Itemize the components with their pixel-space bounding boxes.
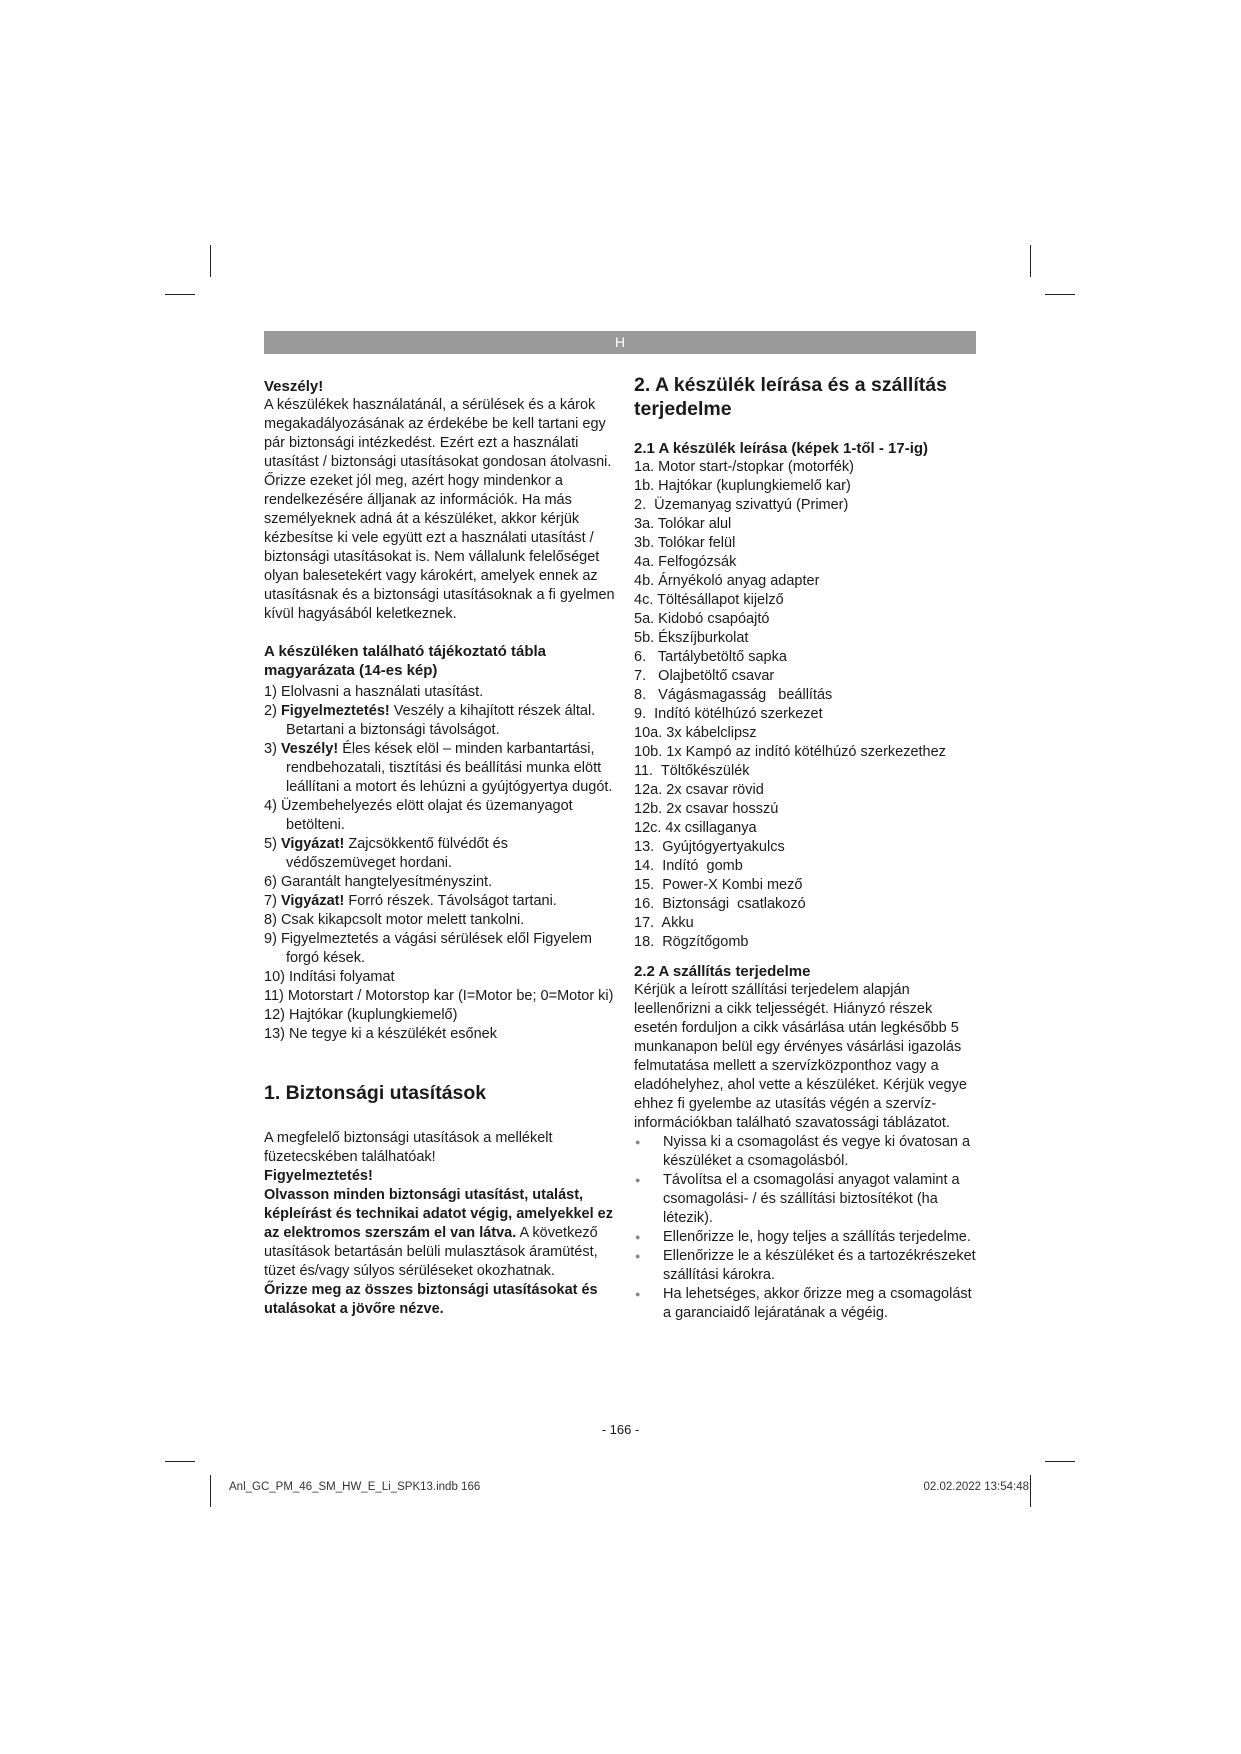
part-item: 11. Töltőkészülék	[634, 763, 750, 779]
sign-item-number: 11)	[264, 988, 284, 1004]
crop-mark	[210, 1475, 211, 1507]
sign-item	[264, 892, 616, 911]
sign-item	[264, 968, 616, 987]
sign-item-number: 10)	[264, 969, 285, 985]
sign-item	[264, 797, 616, 835]
section1-heading: 1. Biztonsági utasítások	[264, 1082, 487, 1104]
part-item: 14. Indító gomb	[634, 858, 743, 874]
delivery-checklist	[634, 1133, 979, 1323]
part-item: 12a. 2x csavar rövid	[634, 782, 764, 798]
section2-heading: 2. A készülék leírása és a szállítás terjedelme	[634, 374, 947, 420]
part-item: 4c. Töltésállapot kijelző	[634, 592, 784, 608]
sign-item-text: Hajtókar (kuplungkiemelő)	[289, 1007, 458, 1023]
sign-item-emphasis: Veszély!	[280, 741, 339, 757]
sign-item-emphasis: Vigyázat!	[280, 893, 345, 909]
sign-item-number: 3)	[264, 741, 277, 757]
warning-label: Figyelmeztetés!	[264, 1168, 373, 1184]
sign-item	[264, 987, 616, 1006]
danger-heading: Veszély!	[264, 378, 324, 395]
sign-item-text: Veszély a kihajított részek által. Betartani a biztonsági távolságot.	[286, 703, 596, 738]
sign-item-emphasis: Figyelmeztetés!	[280, 703, 390, 719]
sign-item-number: 1)	[264, 684, 277, 700]
part-item: 6. Tartálybetöltő sapka	[634, 649, 787, 665]
keep-instructions: Őrizze meg az összes biztonsági utasításokat és utalásokat a jövőre nézve.	[264, 1282, 598, 1317]
sign-item-number: 12)	[264, 1007, 285, 1023]
sign-item-text: Garantált hangtelyesítményszint.	[280, 874, 493, 890]
crop-mark	[1045, 1461, 1075, 1462]
checklist-item: ● Ellenőrizze le, hogy teljes a szállítás terjedelme.	[634, 1228, 979, 1247]
part-item: 17. Akku	[634, 915, 694, 931]
part-item: 10a. 3x kábelclipsz	[634, 725, 757, 741]
part-item: 4a. Felfogózsák	[634, 554, 737, 570]
sign-heading: A készüléken található tájékoztató tábla magyarázata (14-es kép)	[264, 643, 547, 679]
part-item: 8. Vágásmagasság beállítás	[634, 687, 833, 703]
sign-list	[264, 683, 616, 1044]
crop-mark	[1030, 1475, 1031, 1507]
part-item: 16. Biztonsági csatlakozó	[634, 896, 806, 912]
section1-intro: A megfelelő biztonsági utasítások a mellékelt füzetecskében találhatóak!	[264, 1130, 553, 1165]
part-item: 5b. Ékszíjburkolat	[634, 630, 749, 646]
part-item: 12c. 4x csillaganya	[634, 820, 757, 836]
sign-item	[264, 740, 616, 797]
sign-item	[264, 930, 616, 968]
section22-heading: 2.2 A szállítás terjedelme	[634, 963, 811, 980]
warning-bold-text: Olvasson minden biztonsági utasítást, utalást, képleírást és technikai adatot végig, amelyekkel ez az elektromos szerszám el van látva.	[264, 1187, 613, 1241]
sign-item-number: 6)	[264, 874, 277, 890]
part-item: 1a. Motor start-/stopkar (motorfék)	[634, 459, 854, 475]
sign-item	[264, 1025, 616, 1044]
sign-item-number: 2)	[264, 703, 277, 719]
part-item: 10b. 1x Kampó az indító kötélhúzó szerkezethez	[634, 744, 946, 760]
sign-item-number: 5)	[264, 836, 277, 852]
part-item: 5a. Kidobó csapóajtó	[634, 611, 770, 627]
sign-item-emphasis: Vigyázat!	[280, 836, 345, 852]
delivery-paragraph: Kérjük a leírott szállítási terjedelem alapján leellenőrizni a cikk teljességét. Hiányzó részek esetén forduljon a cikk vásárlása után legkésőbb 5 munkanapon belül egy érvényes vásárlási igazolás felmutatása mellett a szervízközponthoz vagy a eladóhelyhez, ahol vette a készüléket. Kérjük vegye ehhez fi gyelembe az utasítás végén a szervíz-információkban található szavatossági táblázatot.	[634, 982, 967, 1131]
footer-date-info: 02.02.2022 13:54:48	[923, 1481, 1029, 1493]
warning-paragraph	[264, 1186, 616, 1281]
sign-item-number: 7)	[264, 893, 277, 909]
crop-mark	[165, 1461, 195, 1462]
sign-item	[264, 1006, 616, 1025]
sign-item	[264, 835, 616, 873]
warning-text: A következő utasítások betartásán belüli mulasztások áramütést, tüzet és/vagy súlyos sérüléseket okozhatnak.	[264, 1225, 598, 1279]
checklist-item: ● Távolítsa el a csomagolási anyagot valamint a csomagolási- / és szállítási biztosítékot (ha létezik).	[634, 1171, 979, 1228]
sign-item-number: 8)	[264, 912, 277, 928]
language-header-bar	[264, 331, 976, 354]
part-item: 13. Gyújtógyertyakulcs	[634, 839, 785, 855]
page-number: - 166 -	[601, 1422, 640, 1437]
checklist-item: ● Nyissa ki a csomagolást és vegye ki óvatosan a készüléket a csomagolásból.	[634, 1133, 979, 1171]
footer-file-info: Anl_GC_PM_46_SM_HW_E_Li_SPK13.indb 166	[229, 1481, 481, 1493]
part-item: 3b. Tolókar felül	[634, 535, 736, 551]
sign-item-text: Elolvasni a használati utasítást.	[280, 684, 484, 700]
part-item: 1b. Hajtókar (kuplungkiemelő kar)	[634, 478, 851, 494]
sign-item-text: Forró részek. Távolságot tartani.	[344, 893, 557, 909]
sign-item-text: Motorstart / Motorstop kar (I=Motor be; 0=Motor ki)	[287, 988, 614, 1004]
right-column	[634, 373, 979, 1323]
parts-list	[634, 458, 979, 952]
crop-mark	[1045, 294, 1075, 295]
sign-item-number: 9)	[264, 931, 277, 947]
language-tag: H	[614, 334, 626, 350]
sign-item-text: Ne tegye ki a készülékét esőnek	[289, 1026, 497, 1042]
sign-item-text: Csak kikapcsolt motor melett tankolni.	[280, 912, 525, 928]
sign-item-number: 13)	[264, 1026, 285, 1042]
sign-item-text: Figyelmeztetés a vágási sérülések elől Figyelem forgó kések.	[280, 931, 593, 966]
sign-item	[264, 873, 616, 892]
sign-item	[264, 702, 616, 740]
crop-mark	[210, 245, 211, 277]
part-item: 9. Indító kötélhúzó szerkezet	[634, 706, 823, 722]
part-item: 15. Power-X Kombi mező	[634, 877, 803, 893]
sign-item-text: Zajcsökkentő fülvédőt és védőszemüveget hordani.	[286, 836, 508, 871]
sign-item-text: Éles kések elöl – minden karbantartási, rendbehozatali, tisztítási és beállítási munka elött leállítani a motort és lehúzni a gyújtógyertya dugót.	[286, 741, 613, 795]
sign-item	[264, 683, 616, 702]
sign-item-text: Indítási folyamat	[289, 969, 395, 985]
crop-mark	[165, 294, 195, 295]
sign-item-text: Üzembehelyezés elött olajat és üzemanyagot betölteni.	[280, 798, 573, 833]
part-item: 18. Rögzítőgomb	[634, 934, 749, 950]
part-item: 4b. Árnyékoló anyag adapter	[634, 573, 820, 589]
part-item: 7. Olajbetöltő csavar	[634, 668, 775, 684]
checklist-item: ● Ha lehetséges, akkor őrizze meg a csomagolást a garanciaidő lejáratának a végéig.	[634, 1285, 979, 1323]
left-column	[264, 377, 616, 1319]
sign-item-number: 4)	[264, 798, 277, 814]
part-item: 12b. 2x csavar hosszú	[634, 801, 779, 817]
crop-mark	[1030, 245, 1031, 277]
section21-heading: 2.1 A készülék leírása (képek 1-től - 17-ig)	[634, 440, 929, 457]
sign-item	[264, 911, 616, 930]
danger-paragraph: A készülékek használatánál, a sérülések és a károk megakadályozásának az érdekébe be kell tartani egy pár biztonsági intézkedést. Ezért ezt a használati utasítást / biztonsági utasításokat gondosan átolvasni. Őrizze ezeket jól meg, azért hogy mindenkor a rendelkezésére álljanak az információk. Ha más személyeknek adná át a készüléket, akkor kérjük kézbesítse ki vele együtt ezt a használati utasítást / biztonsági utasításokat is. Nem vállalunk felelőséget olyan balesetekért vagy károkért, amelyek ennek az utasításnak és a biztonsági utasításoknak a fi gyelmen kívül hagyásából keletkeznek.	[264, 397, 615, 622]
part-item: 2. Üzemanyag szivattyú (Primer)	[634, 497, 849, 513]
checklist-item: ● Ellenőrizze le a készüléket és a tartozékrészeket szállítási károkra.	[634, 1247, 979, 1285]
part-item: 3a. Tolókar alul	[634, 516, 732, 532]
